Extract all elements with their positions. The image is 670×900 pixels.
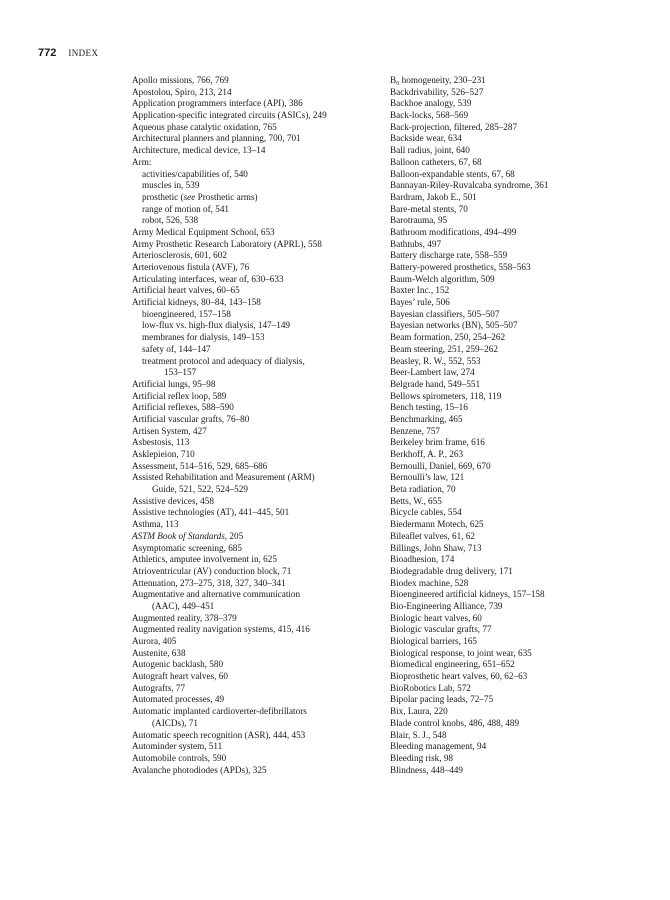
index-subentry — [132, 356, 382, 368]
index-entry — [132, 133, 382, 145]
index-entry — [390, 133, 638, 145]
index-entry — [390, 157, 638, 169]
index-entry-text: Augmented reality, 378–379 — [132, 612, 237, 623]
index-entry-text: Blindness, 448–449 — [390, 764, 463, 775]
index-entry-text: Architectural planners and planning, 700, 701 — [132, 133, 301, 144]
index-entry — [390, 613, 638, 625]
index-entry-text: Back-locks, 568–569 — [390, 110, 469, 121]
index-entry — [132, 531, 382, 543]
index-entry-text: Atrioventricular (AV) conduction block, 71 — [132, 565, 292, 576]
index-entry-text: Biologic vascular grafts, 77 — [390, 624, 492, 635]
index-entry — [390, 414, 638, 426]
index-entry — [390, 75, 638, 87]
index-entry-text: Beasley, R. W., 552, 553 — [390, 355, 481, 366]
index-entry-text: Bileaflet valves, 61, 62 — [390, 530, 475, 541]
index-entry-text: Beta radiation, 70 — [390, 484, 456, 495]
index-entry — [390, 601, 638, 613]
index-entry-text: Belgrade hand, 549–551 — [390, 378, 481, 389]
index-entry — [132, 543, 382, 555]
index-subentry — [132, 204, 382, 216]
index-entry-text: Artificial kidneys, 80–84, 143–158 — [132, 297, 261, 308]
index-entry-text: Bare-metal stents, 70 — [390, 203, 468, 214]
index-entry-text: Attenuation, 273–275, 318, 327, 340–341 — [132, 577, 286, 588]
index-entry — [132, 519, 382, 531]
page-header — [38, 47, 98, 59]
index-entry-text: Automatic speech recognition (ASR), 444, 453 — [132, 729, 306, 740]
index-entry-italic: ASTM Book of Standards, — [132, 530, 228, 541]
index-entry-text: Beam steering, 251, 259–262 — [390, 343, 498, 354]
index-entry-text: Artificial vascular grafts, 76–80 — [132, 413, 250, 424]
index-entry-text: Aurora, 405 — [132, 636, 177, 646]
index-entry-text: robot, 526, 538 — [142, 215, 199, 226]
index-entry-text: Bellows spirometers, 118, 119 — [390, 390, 502, 401]
index-entry-text: activities/capabilities of, 540 — [142, 168, 248, 179]
index-entry — [390, 250, 638, 262]
index-entry — [390, 765, 638, 777]
index-entry — [390, 636, 638, 648]
index-entry-text: Biological barriers, 165 — [390, 636, 478, 646]
index-entry — [132, 507, 382, 519]
index-subentry — [132, 332, 382, 344]
index-entry — [390, 472, 638, 484]
index-entry-text: Ball radius, joint, 640 — [390, 145, 470, 156]
index-entry — [132, 262, 382, 274]
index-entry — [390, 426, 638, 438]
index-entry — [390, 507, 638, 519]
index-entry — [390, 519, 638, 531]
index-entry-text: Betts, W., 655 — [390, 495, 442, 506]
index-entry — [390, 543, 638, 555]
index-entry — [390, 484, 638, 496]
index-entry-text: Bix, Laura, 220 — [390, 706, 448, 717]
index-entry — [132, 250, 382, 262]
index-entry-text: Augmentative and alternative communication — [132, 589, 301, 600]
index-entry — [132, 671, 382, 683]
index-entry — [132, 566, 382, 578]
index-entry-text: Bipolar pacing leads, 72–75 — [390, 694, 494, 705]
index-entry-text: Bathroom modifications, 494–499 — [390, 226, 517, 237]
index-entry-text: Guide, 521, 522, 524–529 — [152, 484, 248, 495]
index-entry — [132, 624, 382, 636]
index-entry — [390, 309, 638, 321]
index-entry — [390, 297, 638, 309]
index-entry-text: Avalanche photodiodes (APDs), 325 — [132, 764, 267, 775]
index-entry — [390, 87, 638, 99]
index-entry — [132, 122, 382, 134]
index-entry — [390, 694, 638, 706]
index-entry-text: Bannayan-Riley-Ruvalcaba syndrome, 361 — [390, 180, 549, 191]
index-entry-text: bioengineered, 157–158 — [142, 308, 231, 319]
index-entry-text: Back-projection, filtered, 285–287 — [390, 121, 518, 132]
index-entry — [390, 753, 638, 765]
index-subentry — [132, 180, 382, 192]
index-entry-text: Biodegradable drug delivery, 171 — [390, 565, 513, 576]
index-entry — [132, 75, 382, 87]
index-entry-text: Assisted Rehabilitation and Measurement (ARM) — [132, 472, 315, 483]
index-entry — [132, 227, 382, 239]
index-entry-text: (AICDs), 71 — [152, 717, 198, 728]
index-entry-text: Battery discharge rate, 558–559 — [390, 250, 508, 261]
index-entry-text: Biodex machine, 528 — [390, 577, 469, 588]
index-entry — [390, 718, 638, 730]
index-entry — [390, 379, 638, 391]
index-entry-text: Bayesian networks (BN), 505–507 — [390, 320, 518, 331]
index-entry-text: Balloon catheters, 67, 68 — [390, 156, 482, 167]
index-entry — [390, 285, 638, 297]
page-number: 772 — [38, 47, 57, 59]
index-entry — [132, 157, 382, 169]
index-entry-text: Backdrivability, 526–527 — [390, 86, 484, 97]
index-subentry — [132, 344, 382, 356]
index-entry-text: BioRobotics Lab, 572 — [390, 682, 471, 693]
index-entry-text: Bayesian classifiers, 505–507 — [390, 308, 500, 319]
index-entry — [132, 694, 382, 706]
index-entry-text: (AAC), 449–451 — [152, 600, 215, 611]
index-column-right — [390, 75, 638, 776]
index-entry-text: Assistive devices, 458 — [132, 495, 214, 506]
index-column-left — [132, 75, 382, 776]
index-entry-continuation — [132, 484, 382, 496]
index-entry — [132, 402, 382, 414]
index-entry — [390, 180, 638, 192]
index-entry — [390, 274, 638, 286]
index-entry-text: Benchmarking, 465 — [390, 413, 463, 424]
index-entry — [390, 122, 638, 134]
index-entry-text: Augmented reality navigation systems, 415, 416 — [132, 624, 310, 635]
index-entry-text: Bernoulli, Daniel, 669, 670 — [390, 460, 491, 471]
index-entry — [390, 402, 638, 414]
index-entry-continuation — [132, 601, 382, 613]
index-entry-text: Bardram, Jakob E., 501 — [390, 191, 477, 202]
index-entry-text: Baxter Inc., 152 — [390, 285, 450, 296]
index-entry — [132, 449, 382, 461]
index-entry — [390, 730, 638, 742]
index-entry — [132, 706, 382, 718]
index-entry-text: Baum-Welch algorithm, 509 — [390, 273, 495, 284]
index-entry — [132, 472, 382, 484]
index-entry-text: Artificial heart valves, 60–65 — [132, 285, 240, 296]
index-entry — [390, 566, 638, 578]
index-entry-text: Blair, S. J., 548 — [390, 729, 447, 740]
index-entry-text: Apostolou, Spiro, 213, 214 — [132, 86, 232, 97]
index-entry-text: Autografts, 77 — [132, 682, 186, 693]
index-entry-text: Artificial lungs, 95–98 — [132, 378, 216, 389]
index-entry-text: Backhoe analogy, 539 — [390, 98, 472, 109]
index-entry — [390, 145, 638, 157]
index-entry — [390, 624, 638, 636]
index-entry-text: Barotrauma, 95 — [390, 215, 448, 226]
index-subentry — [132, 169, 382, 181]
index-entry — [390, 332, 638, 344]
index-entry — [390, 449, 638, 461]
index-subentry — [132, 192, 382, 204]
index-entry-text: Bleeding management, 94 — [390, 741, 487, 752]
index-entry-text: 153–157 — [164, 367, 197, 378]
index-entry — [390, 169, 638, 181]
index-entry-text: Aqueous phase catalytic oxidation, 765 — [132, 121, 277, 132]
index-entry — [390, 554, 638, 566]
index-entry — [390, 344, 638, 356]
index-entry — [390, 659, 638, 671]
index-entry — [390, 356, 638, 368]
index-subentry — [132, 320, 382, 332]
index-entry-text: Bio-Engineering Alliance, 739 — [390, 600, 503, 611]
index-entry — [132, 461, 382, 473]
index-entry-text: Bleeding risk, 98 — [390, 752, 454, 763]
index-entry-text: Arteriovenous fistula (AVF), 76 — [132, 262, 250, 272]
index-entry-text: Bicycle cables, 554 — [390, 507, 462, 518]
index-entry-text: Autogenic backlash, 580 — [132, 659, 224, 670]
index-entry-text: Athletics, amputee involvement in, 625 — [132, 554, 277, 565]
index-entry — [390, 531, 638, 543]
index-entry-text: B₀ homogeneity, 230–231 — [390, 75, 486, 85]
index-entry-text: Automatic implanted cardioverter-defibrillators — [132, 706, 307, 717]
index-entry — [390, 589, 638, 601]
index-entry-text: Assistive technologies (AT), 441–445, 501 — [132, 507, 290, 518]
index-entry-text: Artisen System, 427 — [132, 425, 207, 436]
index-entry-italic: see — [183, 191, 196, 202]
index-entry — [390, 227, 638, 239]
index-entry — [132, 741, 382, 753]
index-entry — [132, 753, 382, 765]
index-entry — [132, 274, 382, 286]
index-entry-text: treatment protocol and adequacy of dialysis, — [142, 355, 305, 366]
index-entry — [132, 648, 382, 660]
index-entry — [390, 391, 638, 403]
index-entry — [132, 589, 382, 601]
index-entry — [390, 110, 638, 122]
index-entry — [132, 659, 382, 671]
index-entry-text-after: 205 — [227, 530, 244, 541]
index-entry-text: Automobile controls, 590 — [132, 752, 227, 763]
index-entry-text: Artificial reflexes, 588–590 — [132, 402, 234, 413]
index-entry — [132, 683, 382, 695]
index-entry-text: Asthma, 113 — [132, 519, 179, 530]
index-entry-text-after: Prosthetic arms) — [195, 191, 258, 202]
index-entry-text: Application programmers interface (API), 386 — [132, 98, 303, 109]
index-entry-text: Automated processes, 49 — [132, 694, 225, 705]
index-entry-text: Artificial reflex loop, 589 — [132, 390, 227, 401]
index-entry-text: range of motion of, 541 — [142, 203, 230, 214]
index-entry-text: low-flux vs. high-flux dialysis, 147–149 — [142, 320, 291, 331]
index-entry-text: Berkhoff, A. P., 263 — [390, 449, 464, 459]
index-entry-text: Architecture, medical device, 13–14 — [132, 145, 266, 156]
index-entry-text: Articulating interfaces, wear of, 630–633 — [132, 273, 284, 284]
index-entry — [132, 554, 382, 566]
running-head: INDEX — [68, 48, 99, 58]
index-entry — [390, 578, 638, 590]
index-entry — [390, 437, 638, 449]
index-entry-text: Asbestosis, 113 — [132, 437, 190, 448]
index-subentry — [132, 309, 382, 321]
index-entry — [132, 285, 382, 297]
index-entry — [390, 204, 638, 216]
index-entry-text: Benzene, 757 — [390, 425, 441, 436]
index-entry — [132, 87, 382, 99]
index-entry — [132, 391, 382, 403]
index-entry — [132, 145, 382, 157]
index-entry — [132, 110, 382, 122]
index-entry-text: Biologic heart valves, 60 — [390, 612, 482, 623]
index-entry — [390, 496, 638, 508]
index-entry-text: Berkeley brim frame, 616 — [390, 437, 485, 448]
index-entry — [132, 730, 382, 742]
index-entry — [132, 379, 382, 391]
index-entry-text: Army Prosthetic Research Laboratory (APRL), 558 — [132, 238, 322, 249]
index-entry — [132, 613, 382, 625]
index-entry-text: Biedermann Motech, 625 — [390, 519, 484, 530]
index-entry — [390, 239, 638, 251]
index-entry-text: Army Medical Equipment School, 653 — [132, 226, 275, 237]
index-entry — [390, 320, 638, 332]
index-entry — [390, 461, 638, 473]
index-entry — [132, 578, 382, 590]
index-subentry — [132, 215, 382, 227]
index-entry — [390, 671, 638, 683]
index-entry — [390, 192, 638, 204]
index-entry-text: Bioprosthetic heart valves, 60, 62–63 — [390, 671, 528, 682]
index-entry-text: Biomedical engineering, 651–652 — [390, 659, 515, 670]
index-entry-text: Balloon-expandable stents, 67, 68 — [390, 168, 515, 179]
index-entry — [132, 496, 382, 508]
index-entry-text: Bathtubs, 497 — [390, 238, 442, 249]
index-entry-continuation — [132, 367, 382, 379]
index-entry-text: Application-specific integrated circuits (ASICs), 249 — [132, 110, 327, 121]
index-entry-text: Asymptomatic screening, 685 — [132, 542, 242, 553]
index-entry — [390, 98, 638, 110]
index-entry-text: Blade control knobs, 486, 488, 489 — [390, 717, 520, 728]
index-entry — [132, 636, 382, 648]
index-entry-text: Biological response, to joint wear, 635 — [390, 647, 532, 658]
index-entry — [390, 262, 638, 274]
index-entry-text: Battery-powered prosthetics, 558–563 — [390, 262, 531, 272]
index-entry-text: safety of, 144–147 — [142, 343, 211, 354]
index-entry — [390, 706, 638, 718]
index-entry — [132, 765, 382, 777]
index-entry-text: Austenite, 638 — [132, 647, 186, 658]
index-entry-text: Beer-Lambert law, 274 — [390, 367, 475, 378]
index-entry — [132, 414, 382, 426]
index-entry — [390, 683, 638, 695]
index-entry — [390, 648, 638, 660]
index-entry-text: Autograft heart valves, 60 — [132, 671, 228, 682]
index-entry-text: membranes for dialysis, 149–153 — [142, 332, 265, 343]
index-entry — [390, 367, 638, 379]
index-entry-text: Bioengineered artificial kidneys, 157–158 — [390, 589, 545, 600]
index-entry — [132, 98, 382, 110]
index-entry-text: Bernoulli’s law, 121 — [390, 472, 465, 483]
index-entry-text: Arm: — [132, 156, 152, 167]
index-entry-text: Asklepieion, 710 — [132, 449, 195, 459]
index-entry-text: Arteriosclerosis, 601, 602 — [132, 250, 227, 261]
index-entry-text: Beam formation, 250, 254–262 — [390, 332, 506, 343]
index-entry-text: Bayes’ rule, 506 — [390, 297, 450, 308]
index-entry-text: Assessment, 514–516, 529, 685–686 — [132, 460, 268, 471]
index-entry-text: Billings, John Shaw, 713 — [390, 542, 482, 553]
index-entry-text: Autominder system, 511 — [132, 741, 223, 752]
index-entry-text: muscles in, 539 — [142, 180, 200, 191]
index-entry — [390, 215, 638, 227]
index-entry-text: prosthetic ( — [142, 191, 184, 202]
index-entry-text: Backside wear, 634 — [390, 133, 462, 144]
index-entry-text: Apollo missions, 766, 769 — [132, 75, 229, 85]
index-entry-continuation — [132, 718, 382, 730]
index-entry — [390, 741, 638, 753]
index-entry — [132, 239, 382, 251]
index-entry-text: Bioadhesion, 174 — [390, 554, 455, 565]
index-entry — [132, 426, 382, 438]
index-entry — [132, 437, 382, 449]
index-entry-text: Bench testing, 15–16 — [390, 402, 468, 413]
index-entry — [132, 297, 382, 309]
